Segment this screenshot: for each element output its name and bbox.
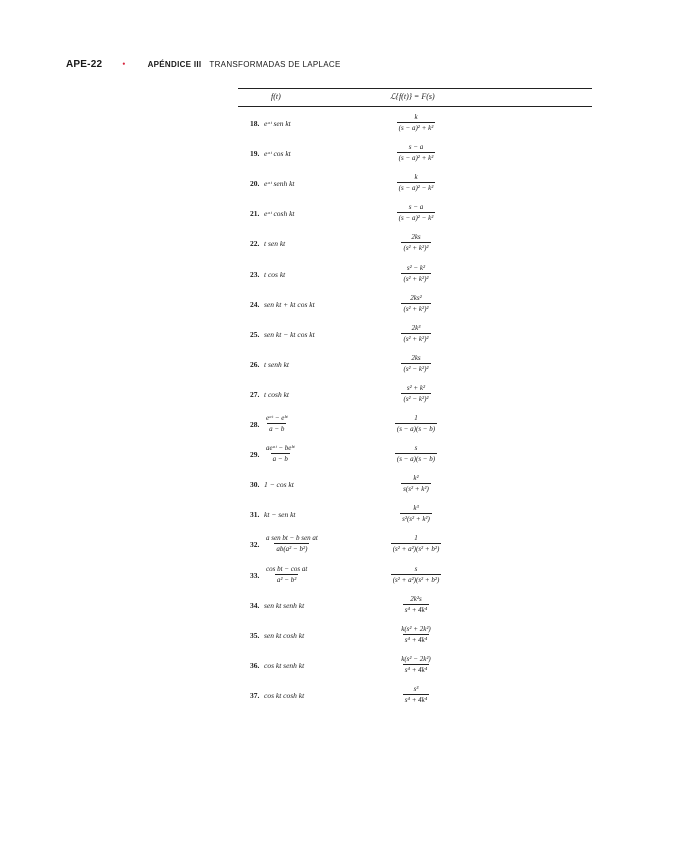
transform-denominator: (s − a)(s − b) (396, 455, 436, 464)
table-row (238, 351, 592, 379)
function-f-t: eᵃᵗ sen kt (264, 119, 291, 128)
transform-numerator: s − a (408, 203, 424, 212)
table-row (238, 441, 592, 469)
transform-fraction (401, 353, 430, 374)
transform-numerator: 2ks² (410, 293, 422, 302)
transform-F-s (366, 473, 466, 494)
chapter-title: TRANSFORMADAS DE LAPLACE (209, 59, 341, 69)
entry-number: 18. (250, 119, 260, 128)
table-row (238, 200, 592, 228)
table-row (238, 230, 592, 258)
table-top-rule (238, 88, 592, 89)
function-f-t: t senh kt (264, 359, 289, 369)
transform-fraction (401, 232, 430, 253)
bullet-icon: • (122, 59, 126, 69)
function-f-t-fraction (264, 533, 320, 554)
function-f-t: t cos kt (264, 269, 286, 279)
transform-denominator: (s² + k²)² (403, 244, 429, 253)
entry-number: 24. (250, 299, 260, 309)
function-f-t: eᵃᵗ cosh kt (264, 209, 295, 219)
transform-F-s (366, 564, 466, 585)
function-f-t-fraction (264, 413, 289, 434)
function-f-t: sen kt + kt cos kt (264, 299, 315, 309)
transform-fraction (391, 533, 442, 554)
entry-number: 21. (250, 209, 260, 219)
transform-numerator: k² (413, 474, 419, 483)
transform-fraction (400, 503, 432, 524)
transform-numerator: k (414, 173, 418, 182)
transform-denominator: (s² − k²)² (403, 364, 429, 373)
entry-number: 32. (250, 540, 260, 550)
transform-F-s (366, 383, 466, 404)
table-row (238, 321, 592, 349)
transform-numerator: s³ (413, 684, 419, 693)
table-row (238, 170, 592, 198)
table-row (238, 562, 592, 590)
function-denominator: ab(a² − b²) (276, 545, 308, 554)
transform-F-s (366, 654, 466, 675)
entry-number: 26. (250, 359, 260, 369)
transform-denominator: (s² + k²)² (403, 304, 429, 313)
transform-fraction (391, 564, 442, 585)
transform-denominator: (s − a)² + k² (398, 154, 434, 163)
function-f-t: t sen kt (264, 239, 286, 249)
table-row (238, 291, 592, 319)
transform-F-s (366, 172, 466, 193)
transform-fraction (403, 684, 429, 705)
function-f-t: eᵃᵗ cos kt (264, 149, 291, 159)
entry-number: 31. (250, 510, 260, 520)
transform-denominator: (s − a)² − k² (398, 184, 434, 193)
running-head (66, 57, 633, 71)
transform-numerator: s (414, 564, 418, 573)
entry-number: 27. (250, 389, 260, 399)
transform-numerator: s (414, 444, 418, 453)
transform-numerator: 2k²s (410, 594, 422, 603)
transform-denominator: s²(s² + k²) (402, 515, 430, 524)
table-row (238, 261, 592, 289)
transform-numerator: 1 (414, 414, 418, 422)
table-row (238, 411, 592, 439)
table-header-rule (238, 106, 592, 107)
function-numerator: a sen bt − b sen at (266, 534, 318, 543)
transform-fraction (397, 172, 436, 193)
transform-denominator: (s − a)(s − b) (396, 425, 436, 433)
transform-denominator: s(s² + k²) (403, 485, 429, 494)
transform-denominator: s⁴ + 4k⁴ (404, 635, 428, 644)
function-f-t: sen kt cosh kt (264, 630, 305, 640)
transform-denominator: (s² − k²)² (403, 394, 429, 403)
function-numerator: eᵃᵗ − eᵇᵗ (266, 414, 288, 422)
transform-F-s (366, 503, 466, 524)
function-f-t: cos kt senh kt (264, 660, 305, 670)
transform-numerator: s − a (408, 143, 424, 152)
table-row (238, 381, 592, 409)
transform-numerator: k³ (413, 504, 419, 513)
transform-denominator: (s² + a²)(s² + b²) (392, 545, 440, 554)
transform-F-s (366, 533, 466, 554)
entry-number: 20. (250, 179, 260, 189)
appendix-label: APÉNDICE III (147, 59, 202, 69)
table-row (238, 501, 592, 529)
transform-denominator: (s² + k²)² (403, 274, 429, 283)
transform-F-s (366, 293, 466, 314)
transform-denominator: s⁴ + 4k⁴ (404, 695, 428, 704)
table-row (238, 110, 592, 138)
transform-fraction (401, 293, 430, 314)
function-f-t: sen kt − kt cos kt (264, 329, 315, 339)
table-row (238, 592, 592, 620)
function-denominator: a − b (269, 425, 285, 433)
function-f-t: 1 − cos kt (264, 480, 294, 490)
table-row (238, 471, 592, 499)
column-header-laplace: ℒ{f(t)} = F(s) (390, 92, 435, 101)
function-f-t: sen kt senh kt (264, 600, 305, 610)
table-row (238, 622, 592, 650)
transform-numerator: s² + k² (406, 383, 426, 392)
entry-number: 29. (250, 450, 260, 460)
transform-denominator: (s² + a²)(s² + b²) (392, 575, 440, 584)
function-f-t: eᵃᵗ senh kt (264, 179, 295, 189)
transform-fraction (399, 624, 433, 645)
transform-numerator: k (414, 113, 418, 121)
transform-numerator: 2k³ (411, 323, 421, 332)
function-f-t-fraction (264, 443, 296, 464)
entry-number: 28. (250, 420, 260, 429)
column-header-f: f(t) (271, 92, 281, 101)
transform-fraction (397, 142, 436, 163)
transform-fraction (401, 473, 431, 494)
transform-F-s (366, 232, 466, 253)
transform-numerator: s² − k² (406, 263, 426, 272)
page-number: APE-22 (66, 58, 103, 70)
transform-F-s (366, 263, 466, 284)
entry-number: 34. (250, 600, 260, 610)
function-f-t: kt − sen kt (264, 510, 296, 520)
transform-numerator: 1 (414, 534, 418, 543)
transform-denominator: (s² + k²)² (403, 334, 429, 343)
function-numerator: cos bt − cos at (266, 564, 308, 573)
transform-F-s (366, 624, 466, 645)
transform-F-s (366, 443, 466, 464)
entry-number: 23. (250, 269, 260, 279)
function-f-t-fraction (264, 564, 309, 585)
transform-numerator: k(s² + 2k²) (401, 624, 431, 633)
transform-numerator: 2ks (411, 233, 421, 242)
transform-F-s (366, 413, 466, 434)
function-f-t: cos kt cosh kt (264, 690, 305, 700)
entry-number: 33. (250, 570, 260, 580)
transform-F-s (366, 684, 466, 705)
function-numerator: aeᵃᵗ − beᵇᵗ (266, 444, 295, 453)
table-row (238, 652, 592, 680)
transform-fraction (395, 443, 437, 464)
transform-fraction (403, 594, 429, 615)
transform-F-s (366, 323, 466, 344)
transform-fraction (399, 654, 433, 675)
table-row (238, 531, 592, 559)
table-row (238, 140, 592, 168)
transform-fraction (395, 413, 437, 434)
function-denominator: a − b (272, 455, 288, 464)
transform-fraction (401, 263, 430, 284)
entry-number: 36. (250, 660, 260, 670)
transform-fraction (401, 383, 430, 404)
transform-denominator: (s − a)² + k² (398, 124, 434, 132)
transform-F-s (366, 353, 466, 374)
transform-fraction (397, 202, 436, 223)
transform-denominator: s⁴ + 4k⁴ (404, 665, 428, 674)
function-f-t: t cosh kt (264, 389, 289, 399)
entry-number: 37. (250, 690, 260, 700)
transform-F-s (366, 112, 466, 133)
transform-numerator: k(s² − 2k²) (401, 654, 431, 663)
transform-F-s (366, 142, 466, 163)
transform-fraction (401, 323, 430, 344)
transform-denominator: (s − a)² − k² (398, 214, 434, 223)
entry-number: 22. (250, 239, 260, 249)
entry-number: 25. (250, 329, 260, 339)
entry-number: 35. (250, 630, 260, 640)
transform-fraction (397, 112, 436, 133)
table-row (238, 682, 592, 710)
transform-F-s (366, 202, 466, 223)
function-denominator: a² − b² (276, 575, 297, 584)
entry-number: 19. (250, 149, 260, 159)
transform-numerator: 2ks (411, 353, 421, 362)
transform-denominator: s⁴ + 4k⁴ (404, 605, 428, 614)
transform-F-s (366, 594, 466, 615)
entry-number: 30. (250, 480, 260, 490)
